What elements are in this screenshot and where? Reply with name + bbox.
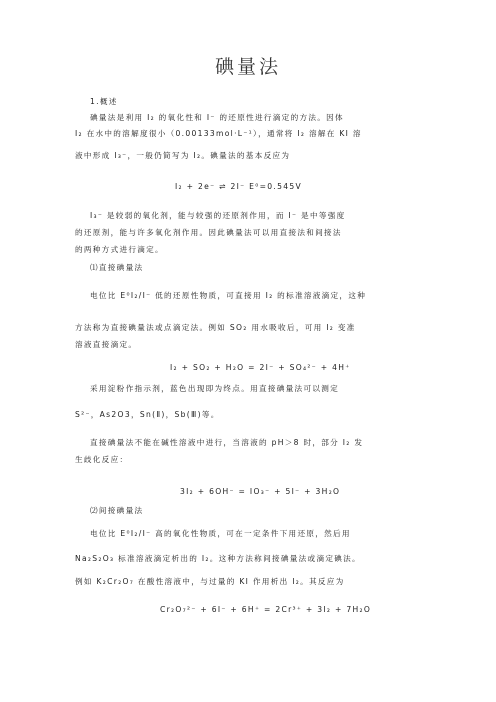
paragraph-line: 溶液直接滴定。 — [75, 340, 138, 349]
paragraph-line: Na₂S₂O₃ 标准溶液滴定析出的 I₂。这种方法称间接碘量法或滴定碘法。 — [75, 554, 361, 563]
paragraph-line: I₂ 在水中的溶解度很小（0.00133mol·L⁻¹），通常将 I₂ 溶解在 KI 溶 — [75, 129, 362, 138]
paragraph-line: 方法称为直接碘量法或点滴定法。例如 SO₂ 用水吸收后，可用 I₂ 变准 — [75, 323, 356, 332]
equation-disproportionation: 3I₂ + 6OH⁻ = IO₃⁻ + 5I⁻ + 3H₂O — [180, 487, 341, 496]
equation-so2-titration: I₂ + SO₂ + H₂O = 2I⁻ + SO₄²⁻ + 4H⁺ — [170, 363, 351, 372]
paragraph-line: 的还原剂，能与许多氧化剂作用。因此碘量法可以用直接法和间接法 — [75, 228, 342, 237]
paragraph-line: 生歧化反应： — [75, 455, 129, 464]
paragraph-line: 采用淀粉作指示剂，蓝色出现即为终点。用直接碘量法可以测定 — [90, 384, 340, 393]
paragraph-line: 直接碘量法不能在碱性溶液中进行，当溶液的 pH＞8 时，部分 I₂ 发 — [90, 438, 364, 447]
paragraph-line: I₃⁻ 是较弱的氧化剂，能与较强的还原剂作用，而 I⁻ 是中等强度 — [90, 211, 346, 220]
section-heading-overview: 1.概述 — [90, 97, 118, 106]
paragraph-line: 液中形成 I₃⁻，一般仍简写为 I₂。碘量法的基本反应为 — [75, 151, 291, 160]
paragraph-line: 的两种方式进行滴定。 — [75, 245, 164, 254]
section-heading-indirect: ⑵间接碘量法 — [90, 506, 144, 515]
paragraph-line: S²⁻，As2O3，Sn(Ⅱ)，Sb(Ⅲ)等。 — [75, 410, 220, 419]
paragraph-line: 碘量法是利用 I₂ 的氧化性和 I⁻ 的还原性进行滴定的方法。因体 — [90, 113, 344, 122]
paragraph-line: 电位比 E⁰I₂/I⁻ 低的还原性物质，可直接用 I₂ 的标准溶液滴定，这种 — [90, 291, 367, 300]
equation-half-reaction: I₂ + 2e⁻ ⇌ 2I⁻ E⁰=0.545V — [175, 182, 303, 191]
paragraph-line: 电位比 E⁰I₂/I⁻ 高的氧化性物质，可在一定条件下用还原，然后用 — [90, 529, 351, 538]
paragraph-line: 例如 K₂Cr₂O₇ 在酸性溶液中，与过量的 KI 作用析出 I₂。其反应为 — [75, 577, 345, 586]
equation-dichromate-iodide: Cr₂O₇²⁻ + 6I⁻ + 6H⁺ = 2Cr³⁺ + 3I₂ + 7H₂O — [160, 605, 372, 614]
section-heading-direct: ⑴直接碘量法 — [90, 263, 144, 272]
page-title: 碘量法 — [214, 56, 281, 78]
